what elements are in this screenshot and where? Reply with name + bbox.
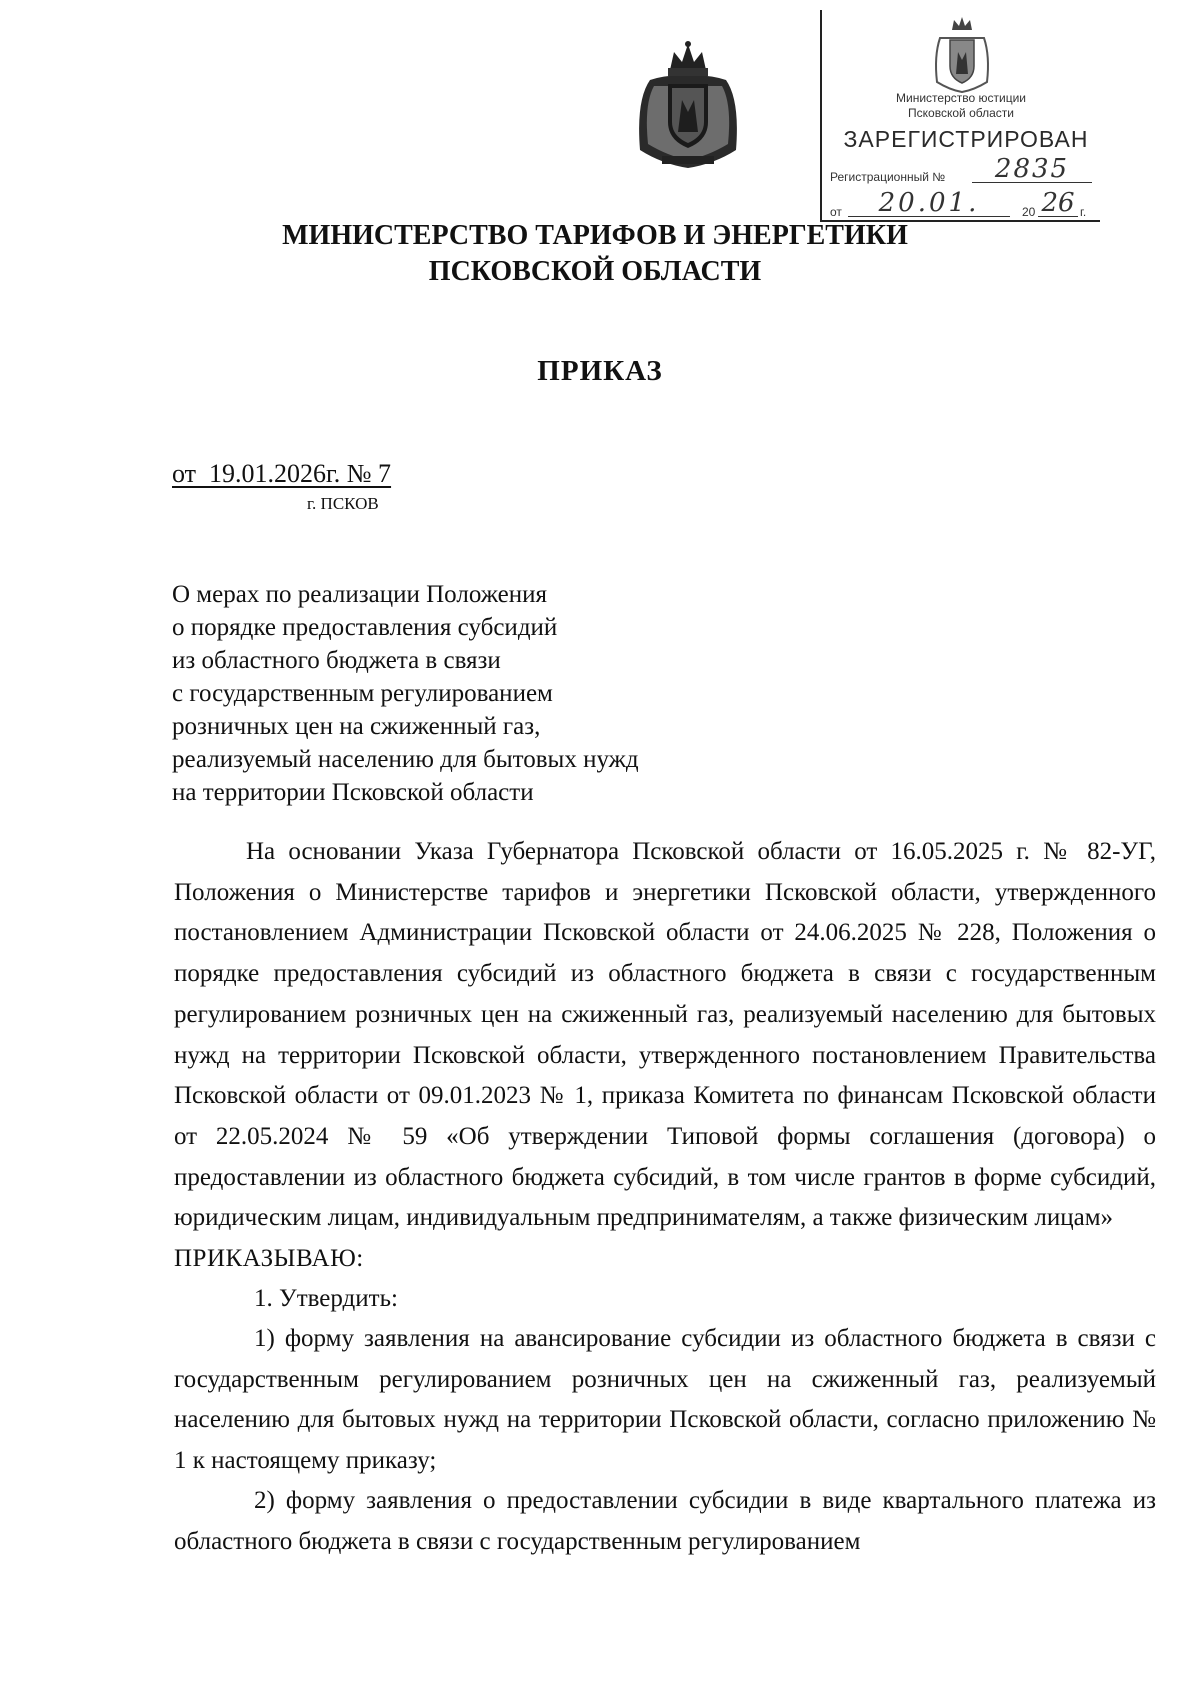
stamp-status: ЗАРЕГИСТРИРОВАН xyxy=(843,126,1089,152)
stamp-ministry: Министерство юстиции xyxy=(896,91,1026,105)
subject-line: О мерах по реализации Положения xyxy=(172,581,547,608)
order-city: г. ПСКОВ xyxy=(307,494,379,513)
stamp-year: 26 xyxy=(1038,190,1078,217)
organization-line-1: МИНИСТЕРСТВО ТАРИФОВ И ЭНЕРГЕТИКИ xyxy=(282,220,908,251)
order-subject xyxy=(172,578,639,809)
subject-line: о порядке предоставления субсидий xyxy=(172,614,558,641)
order-date-number: от 19.01.2026г. № 7 xyxy=(172,459,392,488)
stamp-year-prefix: 20 xyxy=(1022,205,1036,219)
stamp-coat-of-arms-icon xyxy=(932,16,992,94)
preamble-paragraph: На основании Указа Губернатора Псковской области от 16.05.2025 г. № 82-УГ, Положения о Министерстве тарифов и энергетики Псковской области, утвержденного постановлением Администрации Псковской области от 24.06.2025 № 228, Положения о порядке предоставления субсидий из областного бюджета в связи с государственным регулированием розничных цен на сжиженный газ, реализуемый населению для бытовых нужд на территории Псковской области, утвержденного постановлением Правительства Псковской области от 09.01.2023 № 1, приказа Комитета по финансам Псковской области от 22.05.2024 № 59 «Об утверждении Типовой формы соглашения (договора) о предоставлении из областного бюджета субсидий, в том числе грантов в форме субсидий, юридическим лицам, индивидуальным предпринимателям, а также физическим лицам» xyxy=(174,838,1156,1232)
organization-line-2: ПСКОВСКОЙ ОБЛАСТИ xyxy=(428,256,762,287)
stamp-year-suffix: г. xyxy=(1080,205,1087,219)
stamp-reg-number-label: Регистрационный № xyxy=(830,170,946,184)
registration-stamp xyxy=(820,10,1100,222)
stamp-reg-number: 2835 xyxy=(972,156,1092,183)
item-1: 1. Утвердить: xyxy=(254,1285,398,1313)
subject-line: реализуемый населению для бытовых нужд xyxy=(172,746,639,773)
stamp-date-prefix: от xyxy=(830,205,842,219)
subject-line: на территории Псковской области xyxy=(172,779,534,806)
order-word: ПРИКАЗЫВАЮ: xyxy=(174,1245,364,1273)
document-title: ПРИКАЗ xyxy=(537,355,663,387)
stamp-region: Псковской области xyxy=(908,106,1014,120)
subitem-1: 1) форму заявления на авансирование субсидии из областного бюджета в связи с государственным регулированием розничных цен на сжиженный газ, реализуемый населению для бытовых нужд на территории Псковской области, согласно приложению № 1 к настоящему приказу; xyxy=(174,1325,1156,1474)
stamp-date: 20.01. xyxy=(848,190,1010,217)
subject-line: из областного бюджета в связи xyxy=(172,647,501,674)
coat-of-arms-icon xyxy=(632,40,744,172)
subitem-2: 2) форму заявления о предоставлении субсидии в виде квартального платежа из областного бюджета в связи с государственным регулированием xyxy=(174,1487,1156,1555)
organization-name xyxy=(250,218,940,290)
order-body xyxy=(174,832,1156,1562)
subject-line: розничных цен на сжиженный газ, xyxy=(172,713,541,740)
subject-line: с государственным регулированием xyxy=(172,680,553,707)
